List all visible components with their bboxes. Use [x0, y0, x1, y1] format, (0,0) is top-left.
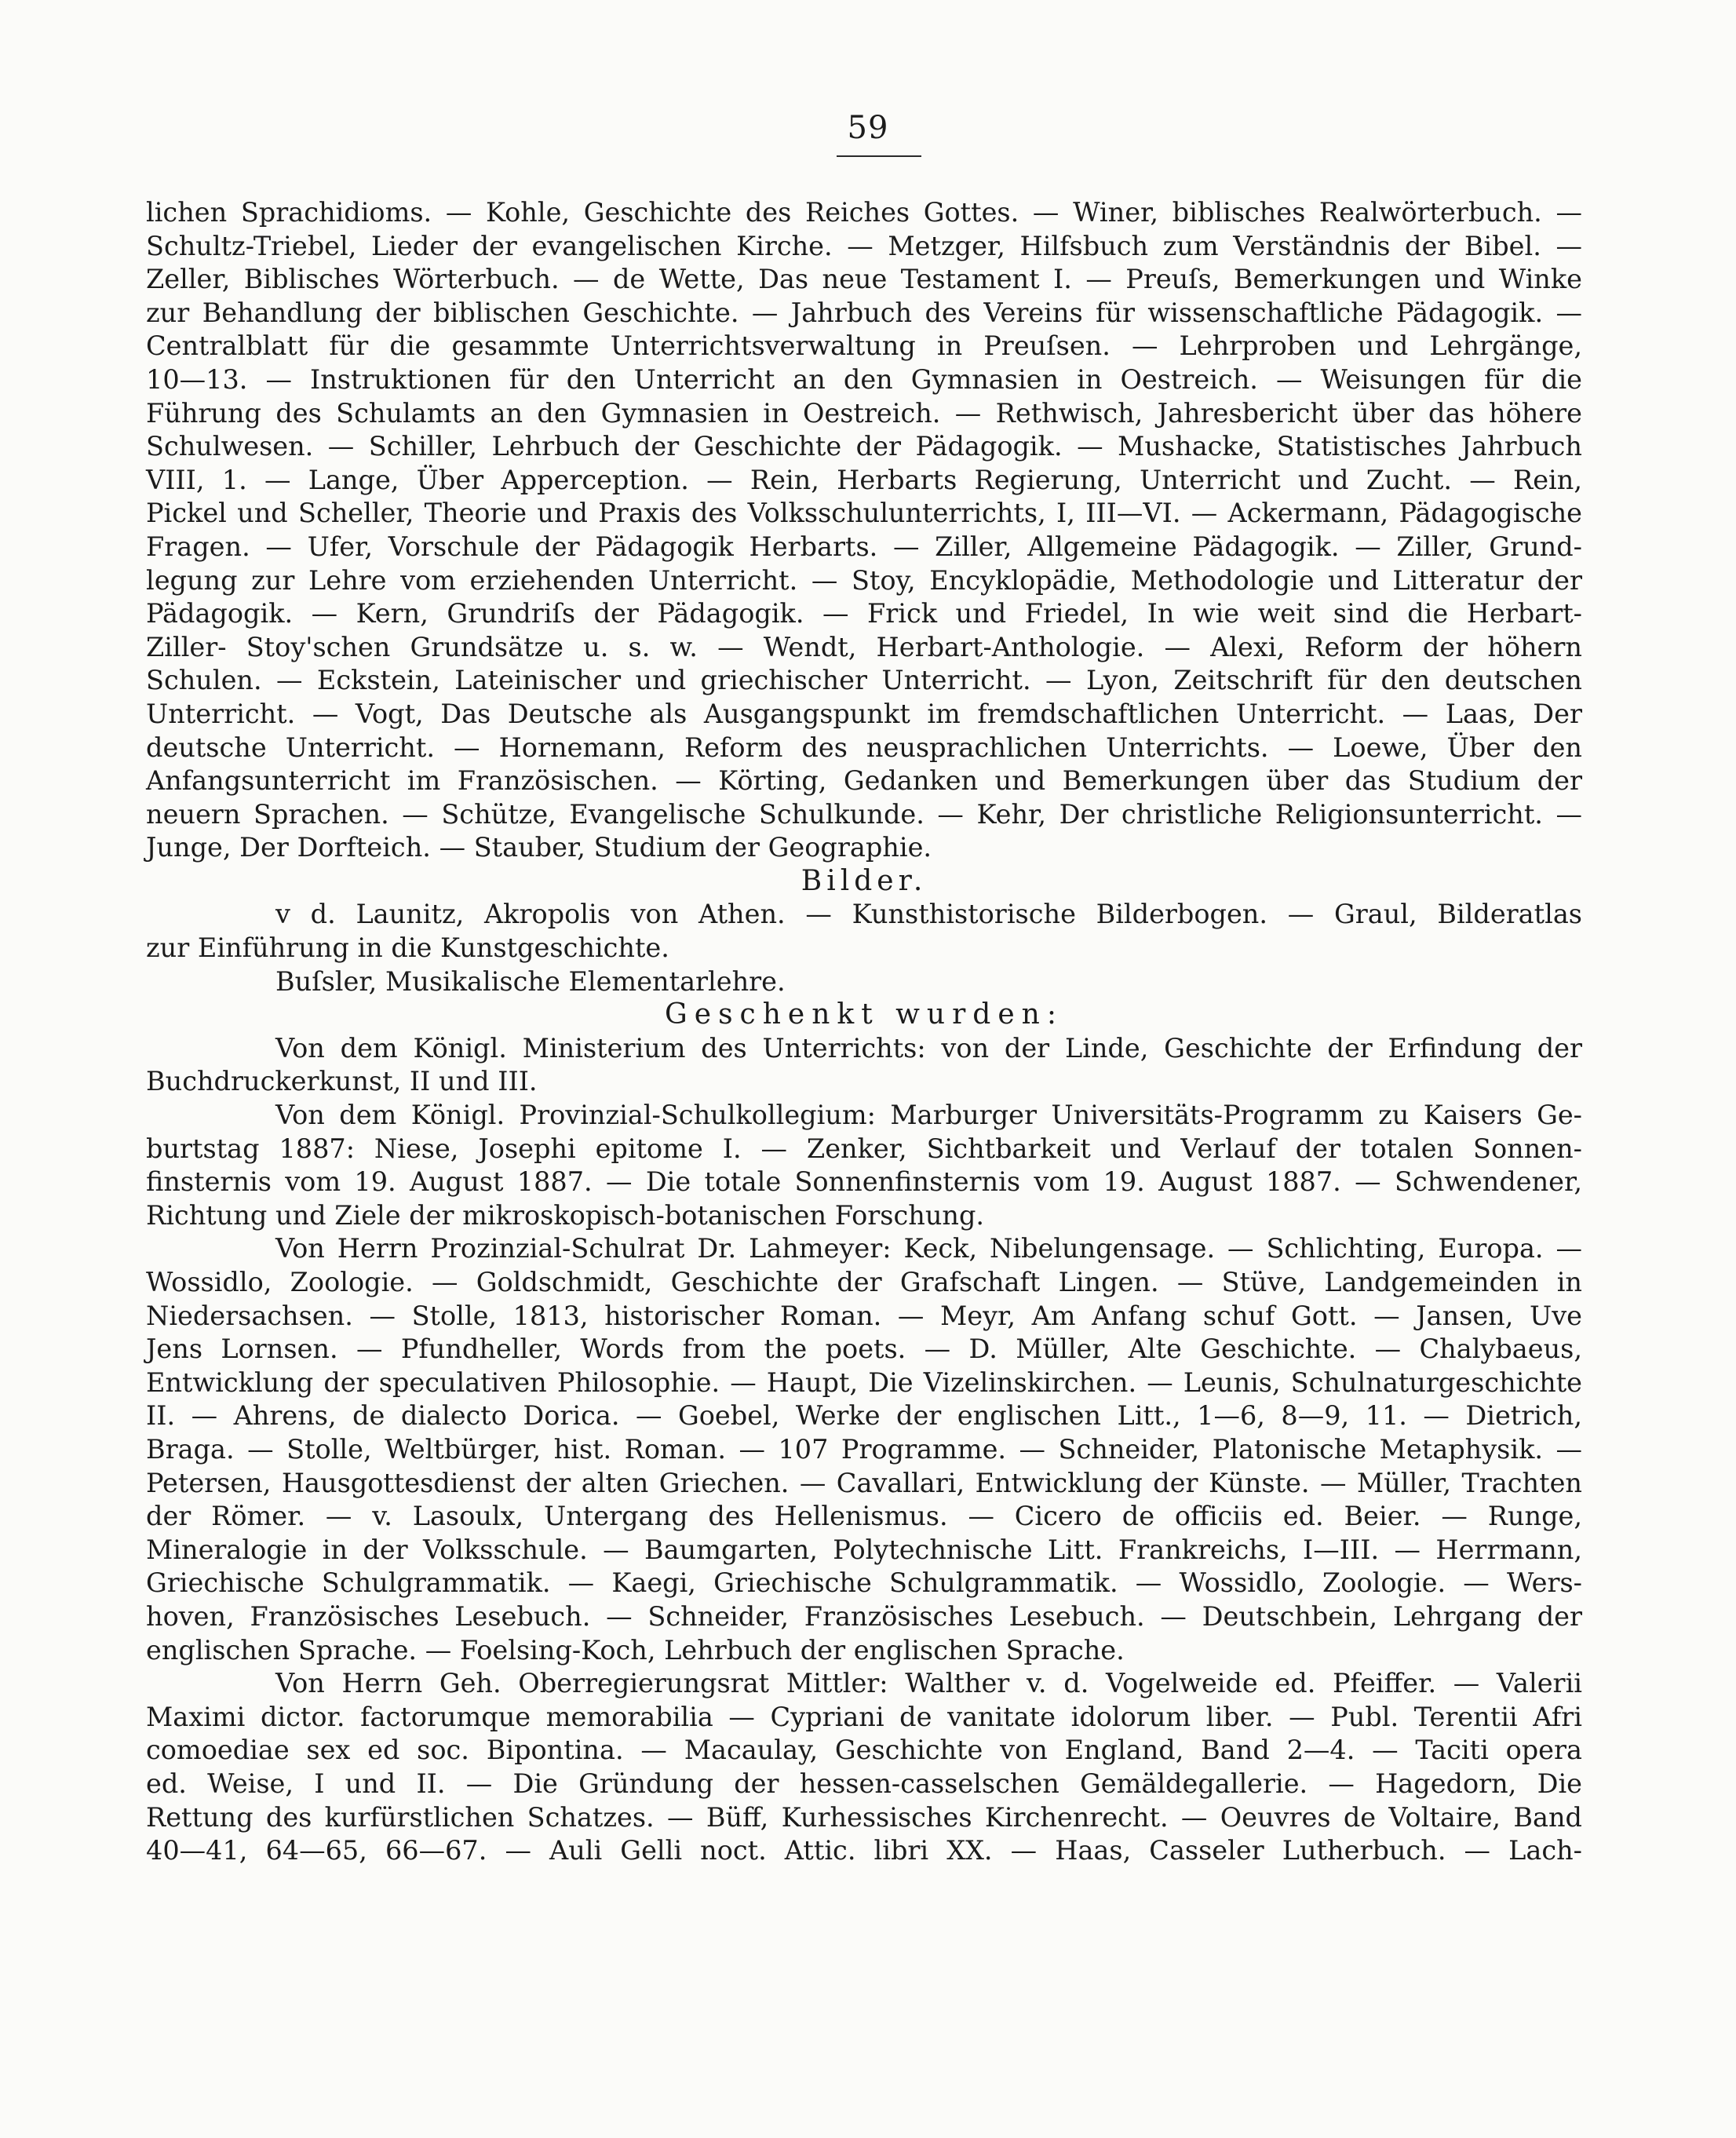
text-line: Schultz-Triebel, Lieder der evangelischen Kirche. — Metzger, Hilfsbuch zum Verständnis der Bibel. —: [146, 230, 1582, 261]
text-line: Wossidlo, Zoologie. — Goldschmidt, Geschichte der Grafschaft Lingen. — Stüve, Landgemeinden in: [146, 1267, 1582, 1297]
text-line: Unterricht. — Vogt, Das Deutsche als Ausgangspunkt im fremdschaftlichen Unterricht. — Laas, Der: [146, 698, 1582, 729]
text-line: Von Herrn Prozinzial-Schulrat Dr. Lahmeyer: Keck, Nibelungensage. — Schlichting, Europa. —: [275, 1233, 1582, 1264]
text-line: Junge, Der Dorfteich. — Stauber, Studium der Geographie.: [146, 832, 932, 863]
page-number: 59: [847, 110, 889, 146]
text-line: Centralblatt für die gesammte Unterrichtsverwaltung in Preuſsen. — Lehrproben und Lehrgänge,: [146, 330, 1582, 362]
text-line: Entwicklung der speculativen Philosophie. — Haupt, Die Vizelinskirchen. — Leunis, Schulnaturgeschichte: [146, 1366, 1582, 1398]
text-line: hoven, Französisches Lesebuch. — Schneider, Französisches Lesebuch. — Deutschbein, Lehrgang der: [146, 1600, 1582, 1632]
text-line: Führung des Schulamts an den Gymnasien in Oestreich. — Rethwisch, Jahresbericht über das höhere: [146, 397, 1582, 429]
text-line: Niedersachsen. — Stolle, 1813, historischer Roman. — Meyr, Am Anfang schuf Gott. — Jansen, Uve: [146, 1300, 1582, 1331]
text-line: VIII, 1. — Lange, Über Apperception. — Rein, Herbarts Regierung, Unterricht und Zucht. — Rein,: [146, 464, 1582, 495]
text-line: zur Einführung in die Kunstgeschichte.: [146, 932, 669, 964]
text-line: Anfangsunterricht im Französischen. — Körting, Gedanken und Bemerkungen über das Studium der: [146, 765, 1582, 797]
text-line: Maximi dictor. factorumque memorabilia — Cypriani de vanitate idolorum liber. — Publ. Terentii Afri: [146, 1701, 1582, 1732]
text-line: 10—13. — Instruktionen für den Unterricht an den Gymnasien in Oestreich. — Weisungen für die: [146, 363, 1582, 395]
text-line: comoediae sex ed soc. Bipontina. — Macaulay, Geschichte von England, Band 2—4. — Taciti opera: [146, 1735, 1582, 1766]
text-line: zur Behandlung der biblischen Geschichte. — Jahrbuch des Vereins für wissenschaftliche Pädagogik. —: [146, 297, 1582, 328]
text-line: englischen Sprache. — Foelsing-Koch, Lehrbuch der englischen Sprache.: [146, 1634, 1125, 1666]
text-line: Ziller- Stoy'schen Grundsätze u. s. w. — Wendt, Herbart-Anthologie. — Alexi, Reform der höhern: [146, 631, 1582, 662]
text-line: Von dem Königl. Provinzial-Schulkollegium: Marburger Universitäts-Programm zu Kaisers Ge-: [275, 1100, 1582, 1131]
text-line: Griechische Schulgrammatik. — Kaegi, Griechische Schulgrammatik. — Wossidlo, Zoologie. — Wers-: [146, 1567, 1582, 1599]
text-line: Buſsler, Musikalische Elementarlehre.: [275, 965, 786, 997]
text-line: Schulwesen. — Schiller, Lehrbuch der Geschichte der Pädagogik. — Mushacke, Statistisches Jahrbuch: [146, 431, 1582, 462]
text-line: Richtung und Ziele der mikroskopisch-botanischen Forschung.: [146, 1199, 985, 1231]
text-line: Schulen. — Eckstein, Lateinischer und griechischer Unterricht. — Lyon, Zeitschrift für den deutschen: [146, 665, 1582, 696]
text-line: Fragen. — Ufer, Vorschule der Pädagogik Herbarts. — Ziller, Allgemeine Pädagogik. — Ziller, Grund-: [146, 531, 1582, 562]
text-line: finsternis vom 19. August 1887. — Die totale Sonnenfinsternis vom 19. August 1887. — Schwendener,: [146, 1166, 1582, 1198]
text-line: ed. Weise, I und II. — Die Gründung der hessen-casselschen Gemäldegallerie. — Hagedorn, Die: [146, 1768, 1582, 1799]
text-line: II. — Ahrens, de dialecto Dorica. — Goebel, Werke der englischen Litt., 1—6, 8—9, 11. — Dietrich,: [146, 1400, 1582, 1432]
text-line: 40—41, 64—65, 66—67. — Auli Gelli noct. Attic. libri XX. — Haas, Casseler Lutherbuch. — Lach-: [146, 1835, 1582, 1866]
text-line: Pickel und Scheller, Theorie und Praxis des Volksschulunterrichts, I, III—VI. — Ackermann, Pädagogische: [146, 498, 1582, 529]
section-heading-geschenkt: Geschenkt wurden:: [665, 998, 1063, 1031]
text-line: burtstag 1887: Niese, Josephi epitome I. — Zenker, Sichtbarkeit und Verlauf der totalen Sonnen-: [146, 1133, 1582, 1164]
text-line: Mineralogie in der Volksschule. — Baumgarten, Polytechnische Litt. Frankreichs, I—III. — Herrmann,: [146, 1534, 1582, 1565]
text-line: legung zur Lehre vom erziehenden Unterricht. — Stoy, Encyklopädie, Methodologie und Litteratur der: [146, 564, 1582, 596]
text-line: der Römer. — v. Lasoulx, Untergang des Hellenismus. — Cicero de officiis ed. Beier. — Runge,: [146, 1501, 1582, 1532]
text-line: v d. Launitz, Akropolis von Athen. — Kunsthistorische Bilderbogen. — Graul, Bilderatlas: [275, 899, 1582, 930]
text-line: lichen Sprachidioms. — Kohle, Geschichte des Reiches Gottes. — Winer, biblisches Realwörterbuch. —: [146, 197, 1582, 228]
text-line: neuern Sprachen. — Schütze, Evangelische Schulkunde. — Kehr, Der christliche Religionsunterricht. —: [146, 798, 1582, 830]
text-body: [146, 196, 1582, 1868]
text-line: Von dem Königl. Ministerium des Unterrichts: von der Linde, Geschichte der Erfindung der: [275, 1032, 1582, 1064]
text-line: Jens Lornsen. — Pfundheller, Words from the poets. — D. Müller, Alte Geschichte. — Chalybaeus,: [146, 1334, 1582, 1365]
text-line: Petersen, Hausgottesdienst der alten Griechen. — Cavallari, Entwicklung der Künste. — Müller, Trachten: [146, 1467, 1582, 1498]
text-line: Rettung des kurfürstlichen Schatzes. — Büff, Kurhessisches Kirchenrecht. — Oeuvres de Voltaire, Band: [146, 1801, 1582, 1833]
text-line: Von Herrn Geh. Oberregierungsrat Mittler: Walther v. d. Vogelweide ed. Pfeiffer. — Valerii: [275, 1668, 1582, 1699]
text-line: Braga. — Stolle, Weltbürger, hist. Roman. — 107 Programme. — Schneider, Platonische Metaphysik. —: [146, 1433, 1582, 1465]
text-line: deutsche Unterricht. — Hornemann, Reform des neusprachlichen Unterrichts. — Loewe, Über den: [146, 732, 1582, 763]
text-line: Buchdruckerkunst, II und III.: [146, 1066, 538, 1097]
page-number-underline: [837, 155, 921, 157]
text-line: Pädagogik. — Kern, Grundriſs der Pädagogik. — Frick und Friedel, In wie weit sind die Herbart-: [146, 598, 1582, 629]
text-line: Zeller, Biblisches Wörterbuch. — de Wette, Das neue Testament I. — Preuſs, Bemerkungen und Winke: [146, 264, 1582, 295]
section-heading-bilder: Bilder.: [801, 864, 928, 897]
